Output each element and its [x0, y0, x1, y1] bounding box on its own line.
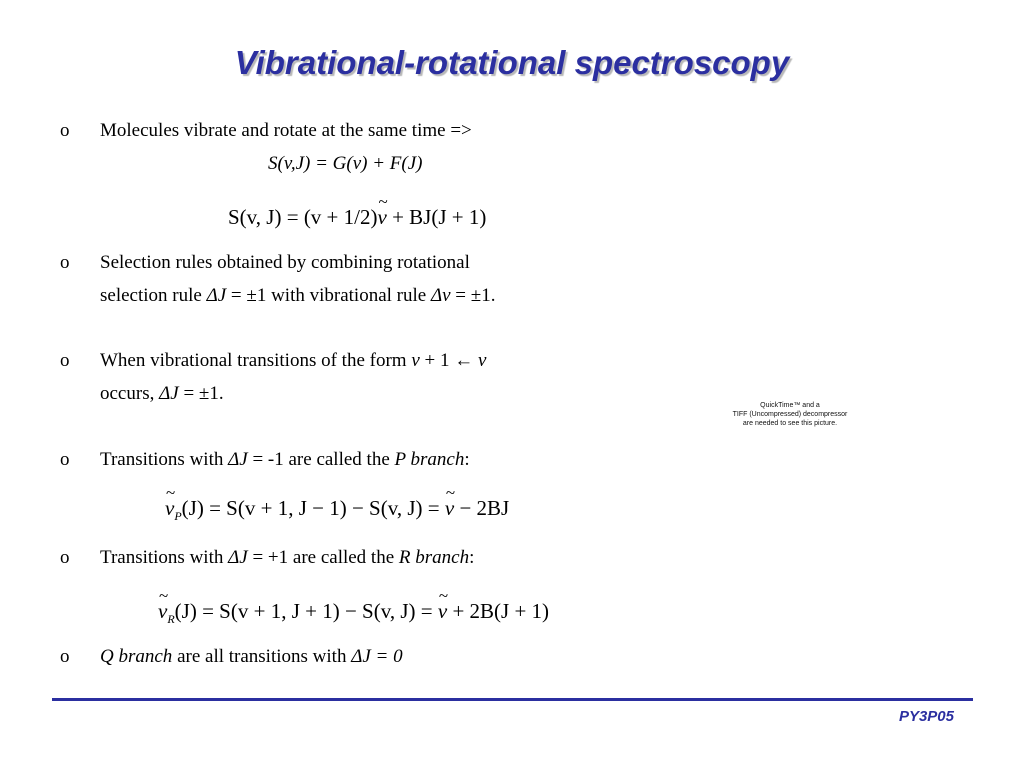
- equation-r-branch: ~ $v_R(J) = S(v + 1$, J + 1) − S(v, J) = ~ v + 2B(J + 1): [158, 599, 549, 627]
- v-tilde-symbol: ~ v: [438, 599, 447, 624]
- course-code: PY3P05: [898, 708, 954, 725]
- bullet-3-line-1: When vibrational transitions of the form v + 1 ← v: [100, 350, 487, 371]
- equation-energy: [228, 205, 486, 230]
- bullet-1-text: Molecules vibrate and rotate at the same time =>: [100, 120, 472, 141]
- bullet-marker: o: [60, 646, 70, 667]
- v-tilde-symbol: ~ v: [158, 599, 167, 624]
- equation-p-branch: ~ $v_P(J) = S(v + 1$, J − 1) − S(v, J) = ~ v − 2BJ: [165, 496, 509, 524]
- bullet-marker: o: [60, 547, 70, 568]
- equation-energy-lhs: S(v, J) = (v + 1/2): [228, 205, 378, 229]
- slide-title: Vibrational-rotational spectroscopy: [234, 44, 790, 81]
- v-tilde-symbol: ~ v: [445, 496, 454, 521]
- v-tilde-symbol: ~ v: [165, 496, 174, 521]
- v-tilde-symbol: ~ v: [377, 205, 386, 230]
- equation-sum: S(v,J) = G(v) + F(J): [268, 153, 423, 174]
- bullet-3-line-2: occurs, ΔJ = ±1.: [100, 383, 224, 404]
- missing-picture-notice: QuickTime™ and a TIFF (Uncompressed) decompressor are needed to see this picture.: [732, 402, 848, 427]
- bullet-marker: o: [60, 252, 70, 273]
- bullet-6-text: Q branch are all transitions with ΔJ = 0: [100, 646, 403, 667]
- footer-divider: [52, 698, 973, 701]
- bullet-5-text: Transitions with ΔJ = +1 are called the R branch:: [100, 547, 475, 568]
- bullet-marker: o: [60, 350, 70, 371]
- bullet-marker: o: [60, 120, 70, 141]
- equation-energy-rhs: + BJ(J + 1): [386, 205, 487, 229]
- bullet-2-line-2: selection rule ΔJ = ±1 with vibrational rule Δv = ±1.: [100, 285, 496, 306]
- bullet-marker: o: [60, 449, 70, 470]
- bullet-4-text: Transitions with ΔJ = -1 are called the P branch:: [100, 449, 470, 470]
- bullet-2-line-1: Selection rules obtained by combining rotational: [100, 252, 470, 273]
